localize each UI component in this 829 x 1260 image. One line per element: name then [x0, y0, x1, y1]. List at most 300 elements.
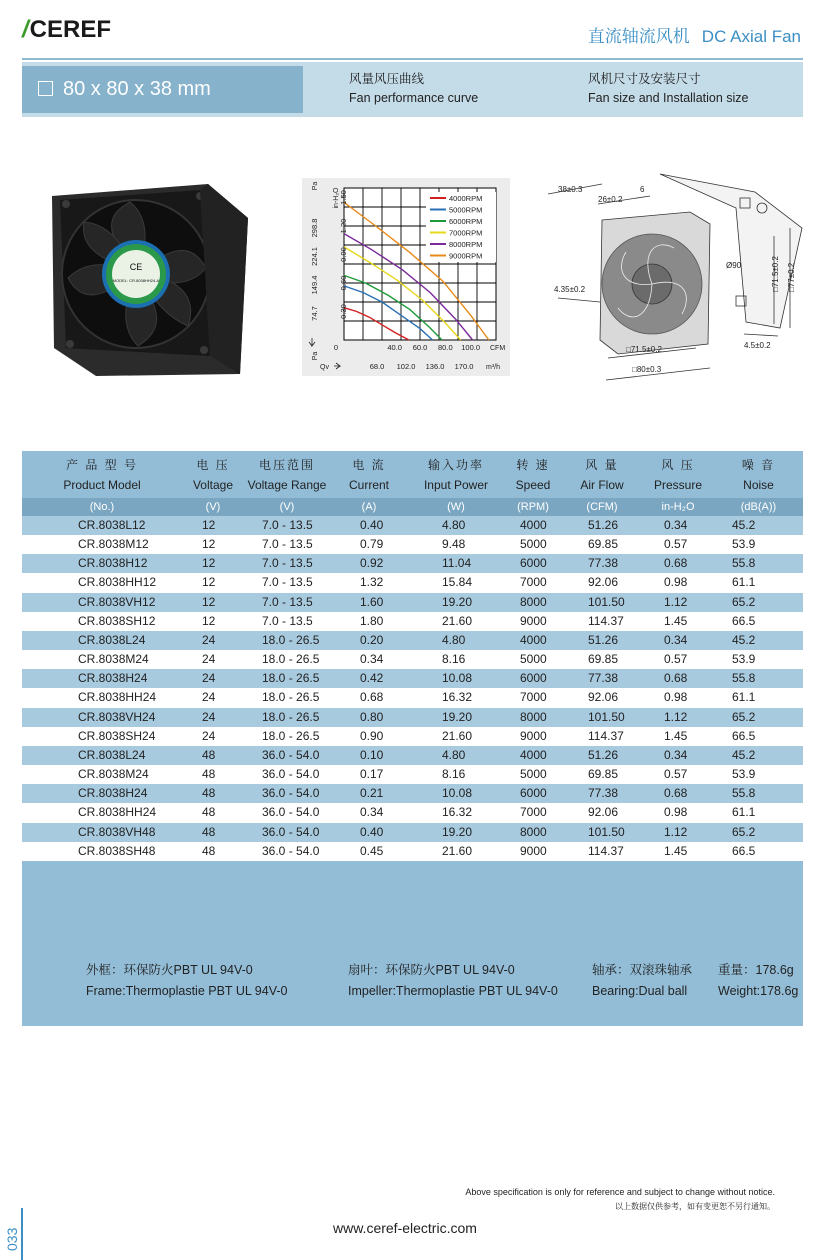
legend-item: 6000RPM: [449, 216, 483, 226]
table-cell: 0.80: [360, 709, 384, 724]
table-cell: 0.57: [664, 767, 688, 782]
table-units-row: [22, 498, 803, 516]
table-cell: 19.20: [442, 709, 473, 724]
table-cell: 12: [202, 575, 216, 590]
table-cell: 8.16: [442, 767, 466, 782]
table-cell: 1.60: [360, 594, 384, 609]
spec-impeller-en: Impeller:Thermoplastie PBT UL 94V-0: [348, 984, 558, 998]
table-cell: 6000: [520, 556, 547, 571]
table-cell: 19.20: [442, 824, 473, 839]
table-cell: 55.8: [732, 556, 756, 571]
spec-impeller: [348, 960, 558, 1002]
table-cell: 0.98: [664, 805, 688, 820]
table-cell: 4000: [520, 747, 547, 762]
column-header: [330, 457, 408, 494]
x-tick-label: 60.0: [412, 343, 428, 352]
table-cell: 18.0 - 26.5: [262, 671, 320, 686]
table-cell: 21.60: [442, 728, 473, 743]
table-cell: 45.2: [732, 632, 756, 647]
column-header-en: Pressure: [653, 478, 703, 492]
category-en: DC Axial Fan: [701, 27, 801, 46]
table-cell: 0.98: [664, 575, 688, 590]
table-row: [22, 573, 803, 592]
column-header-cn: 风 压: [661, 458, 695, 472]
table-cell: 8.16: [442, 652, 466, 667]
table-cell: 16.32: [442, 690, 473, 705]
table-cell: 9000: [520, 613, 547, 628]
m3h-tick-label: 68.0: [369, 362, 385, 371]
pa-axis-label: Pa: [312, 181, 319, 191]
table-cell: 36.0 - 54.0: [262, 747, 320, 762]
disclaimer-cn: 以上数据仅供参考，如有变更恕不另行通知。: [615, 1202, 775, 1211]
page-number: 033: [4, 1227, 20, 1251]
table-cell: 51.26: [588, 632, 619, 647]
table-cell: 55.8: [732, 671, 756, 686]
column-unit: (CFM): [586, 501, 618, 513]
table-cell: CR.8038M24: [78, 652, 149, 667]
table-cell: 0.40: [360, 518, 384, 532]
table-cell: 51.26: [588, 747, 619, 762]
dim-outer-h: □80±0.3: [632, 365, 662, 374]
table-cell: 7.0 - 13.5: [262, 613, 313, 628]
top-divider: [22, 58, 803, 60]
table-cell: 0.40: [360, 824, 384, 839]
y-tick-label: 1.20: [339, 218, 348, 234]
table-cell: 24: [202, 652, 216, 667]
table-cell: 48: [202, 824, 216, 839]
x-axis-label: CFM: [490, 345, 506, 352]
table-cell: 69.85: [588, 537, 619, 552]
table-cell: 24: [202, 690, 216, 705]
column-header: [244, 457, 330, 494]
column-header: [642, 457, 714, 494]
qv-arrow-icon: [334, 363, 340, 369]
table-cell: 92.06: [588, 690, 619, 705]
x-tick-label: 40.0: [387, 343, 402, 352]
table-cell: 77.38: [588, 671, 619, 686]
table-cell: CR.8038SH24: [78, 728, 156, 743]
table-cell: 77.38: [588, 786, 619, 801]
table-cell: 0.68: [664, 671, 688, 686]
y-tick-label: 1.50: [339, 190, 348, 205]
table-cell: 0.34: [664, 747, 688, 762]
table-cell: 1.45: [664, 613, 688, 628]
table-cell: 4000: [520, 632, 547, 647]
table-cell: 4000: [520, 518, 547, 532]
table-cell: 7.0 - 13.5: [262, 518, 313, 532]
table-cell: 24: [202, 671, 216, 686]
table-cell: 36.0 - 54.0: [262, 843, 320, 858]
table-row: [22, 650, 803, 669]
table-cell: 18.0 - 26.5: [262, 690, 320, 705]
column-header: [562, 457, 642, 494]
table-row: [22, 688, 803, 707]
table-cell: 65.2: [732, 824, 756, 839]
square-icon: [38, 81, 53, 96]
table-cell: 53.9: [732, 767, 756, 782]
install-heading-en: Fan size and Installation size: [588, 91, 749, 105]
table-cell: 1.12: [664, 709, 688, 724]
legend-item: 5000RPM: [449, 205, 483, 215]
dim-hole-offset: 4.5±0.2: [744, 341, 771, 350]
column-unit: (A): [361, 501, 377, 513]
dim-depth: 38±0.3: [558, 185, 583, 194]
table-cell: 0.34: [664, 518, 688, 532]
table-cell: 101.50: [588, 824, 625, 839]
table-cell: 9000: [520, 728, 547, 743]
table-cell: CR.8038L12: [78, 518, 146, 532]
column-header: [182, 457, 244, 494]
dimension-drawing: [540, 168, 810, 390]
table-cell: 65.2: [732, 594, 756, 609]
spec-bearing-cn: 轴承：双滚珠轴承: [592, 963, 693, 977]
table-cell: CR.8038H12: [78, 556, 148, 571]
table-cell: 69.85: [588, 767, 619, 782]
table-cell: 18.0 - 26.5: [262, 652, 320, 667]
table-row: [22, 554, 803, 573]
brand-name: CEREF: [29, 16, 112, 43]
curve-heading-en: Fan performance curve: [349, 91, 479, 105]
spec-weight-en: Weight:178.6g: [718, 984, 799, 998]
table-cell: 24: [202, 632, 216, 647]
column-header-en: Speed: [515, 478, 551, 492]
table-cell: 1.45: [664, 728, 688, 743]
table-cell: 48: [202, 843, 216, 858]
table-cell: 10.08: [442, 786, 473, 801]
size-title-box: [22, 66, 303, 113]
column-unit: in-H₂O: [661, 501, 695, 513]
install-heading: [588, 70, 749, 108]
table-cell: 66.5: [732, 613, 756, 628]
table-cell: 0.90: [360, 728, 384, 743]
pa-axis-label-bottom: Pa: [312, 351, 319, 361]
table-cell: 9.48: [442, 537, 466, 552]
table-cell: 0.68: [664, 556, 688, 571]
table-row: [22, 784, 803, 803]
chart-legend: [426, 192, 496, 262]
column-header-cn: 产 品 型 号: [65, 458, 138, 472]
table-row: [22, 842, 803, 861]
table-cell: 7.0 - 13.5: [262, 575, 313, 590]
table-row: [22, 803, 803, 822]
table-cell: 24: [202, 709, 216, 724]
table-row: [22, 765, 803, 784]
column-header-en: Voltage Range: [247, 478, 327, 492]
table-row: [22, 612, 803, 631]
table-cell: 45.2: [732, 518, 756, 532]
table-cell: 51.26: [588, 518, 619, 532]
table-cell: 12: [202, 518, 216, 532]
table-cell: 7.0 - 13.5: [262, 556, 313, 571]
m3h-tick-label: 136.0: [425, 362, 445, 371]
table-cell: 0.57: [664, 537, 688, 552]
table-cell: 5000: [520, 537, 547, 552]
table-cell: 5000: [520, 652, 547, 667]
dim-hole-pitch-h: □71.5±0.2: [626, 345, 662, 354]
column-header-en: Noise: [743, 478, 774, 492]
curve-heading: [349, 70, 478, 108]
table-row: [22, 727, 803, 746]
table-row: [22, 823, 803, 842]
table-cell: 0.34: [360, 805, 384, 820]
column-header-cn: 转 速: [516, 458, 550, 472]
spec-impeller-cn: 扇叶：环保防火PBT UL 94V-0: [348, 963, 515, 977]
table-cell: 8000: [520, 594, 547, 609]
table-cell: 48: [202, 786, 216, 801]
column-unit: (No.): [89, 501, 115, 513]
table-cell: 0.92: [360, 556, 384, 571]
table-cell: CR.8038VH48: [78, 824, 156, 839]
table-cell: CR.8038HH12: [78, 575, 157, 590]
table-cell: 12: [202, 537, 216, 552]
spec-weight-cn: 重量：178.6g: [718, 963, 794, 977]
pa-tick-label: 74.7: [310, 306, 319, 321]
table-cell: 6000: [520, 671, 547, 686]
table-cell: 45.2: [732, 747, 756, 762]
column-header-en: Input Power: [423, 478, 489, 492]
y-tick-label: 0.30: [339, 304, 348, 319]
legend-item: 4000RPM: [449, 193, 483, 203]
column-header-cn: 电 流: [352, 458, 386, 472]
table-cell: 12: [202, 556, 216, 571]
table-cell: 4.80: [442, 518, 466, 532]
table-cell: 9000: [520, 843, 547, 858]
y-axis-label: in-H₂O: [333, 187, 340, 209]
column-unit: (RPM): [517, 501, 549, 513]
table-cell: 36.0 - 54.0: [262, 786, 320, 801]
x-tick-label: 100.0: [461, 343, 481, 352]
table-cell: 0.20: [360, 632, 384, 647]
table-cell: CR.8038H24: [78, 671, 148, 686]
table-cell: 4.80: [442, 632, 466, 647]
m3h-tick-label: 170.0: [454, 362, 474, 371]
fan-label-ce: CE: [129, 262, 143, 272]
column-unit: (W): [447, 501, 465, 513]
table-cell: 77.38: [588, 556, 619, 571]
table-cell: 0.45: [360, 843, 384, 858]
curve-heading-cn: 风量风压曲线: [349, 72, 425, 86]
table-cell: 1.12: [664, 594, 688, 609]
column-header: [22, 457, 182, 494]
legend-item: 9000RPM: [449, 251, 483, 261]
category-title: [588, 22, 801, 47]
fan-photo: [40, 178, 260, 378]
pa-tick-label: 224.1: [310, 247, 319, 266]
table-cell: CR.8038SH12: [78, 613, 156, 628]
table-cell: CR.8038M12: [78, 537, 149, 552]
dim-hole-dia: 4.35±0.2: [554, 285, 586, 294]
website-link[interactable]: www.ceref-electric.com: [333, 1220, 477, 1236]
table-cell: 0.42: [360, 671, 384, 686]
table-cell: 48: [202, 747, 216, 762]
column-unit: (V): [205, 501, 221, 513]
column-header-en: Product Model: [63, 478, 141, 492]
spec-frame-en: Frame:Thermoplastie PBT UL 94V-0: [86, 984, 288, 998]
table-cell: 16.32: [442, 805, 473, 820]
table-cell: 0.34: [664, 632, 688, 647]
table-cell: 19.20: [442, 594, 473, 609]
table-cell: 0.21: [360, 786, 384, 801]
pa-arrow-icon: [309, 338, 315, 346]
table-cell: CR.8038L24: [78, 747, 146, 762]
pa-tick-label: 298.8: [310, 218, 319, 238]
table-cell: 101.50: [588, 594, 625, 609]
column-header: [408, 457, 504, 494]
table-cell: 48: [202, 767, 216, 782]
table-cell: 10.08: [442, 671, 473, 686]
y-tick-label: 0.60: [339, 275, 348, 291]
table-cell: 12: [202, 594, 216, 609]
table-cell: 18.0 - 26.5: [262, 728, 320, 743]
performance-chart-panel: [302, 178, 510, 376]
table-cell: 0.98: [664, 690, 688, 705]
qv-label: Qv: [320, 364, 329, 371]
table-row: [22, 535, 803, 554]
table-cell: 4.80: [442, 747, 466, 762]
table-cell: 7000: [520, 690, 547, 705]
table-cell: 18.0 - 26.5: [262, 709, 320, 724]
table-cell: 1.45: [664, 843, 688, 858]
performance-chart: [302, 178, 510, 376]
table-cell: 1.80: [360, 613, 384, 628]
table-cell: 114.37: [588, 613, 624, 628]
x-tick-label: 80.0: [438, 343, 453, 352]
table-cell: 0.68: [360, 690, 384, 705]
table-header: [22, 451, 803, 498]
table-row: [22, 516, 803, 535]
install-heading-cn: 风机尺寸及安装尺寸: [588, 72, 701, 86]
column-header: [504, 457, 562, 494]
table-cell: 53.9: [732, 652, 756, 667]
spec-frame: [86, 960, 287, 1002]
table-cell: 55.8: [732, 786, 756, 801]
table-cell: 61.1: [732, 575, 756, 590]
table-cell: 92.06: [588, 805, 619, 820]
table-cell: 36.0 - 54.0: [262, 824, 320, 839]
legend-item: 7000RPM: [449, 228, 483, 238]
table-cell: 1.32: [360, 575, 384, 590]
table-cell: 0.34: [360, 652, 384, 667]
x-tick-label: 0: [333, 343, 339, 352]
table-cell: CR.8038M24: [78, 767, 149, 782]
table-cell: 0.57: [664, 652, 688, 667]
table-cell: 12: [202, 613, 216, 628]
column-header-cn: 电 压: [196, 458, 230, 472]
y-tick-label: 0.90: [339, 247, 348, 262]
table-cell: 114.37: [588, 728, 624, 743]
table-cell: 7000: [520, 575, 547, 590]
table-cell: CR.8038HH24: [78, 805, 157, 820]
table-cell: 1.12: [664, 824, 688, 839]
dim-hub-depth: 26±0.2: [598, 195, 623, 204]
spec-frame-cn: 外框：环保防火PBT UL 94V-0: [86, 963, 253, 977]
table-cell: 24: [202, 728, 216, 743]
column-header-en: Voltage: [192, 478, 234, 492]
table-cell: 18.0 - 26.5: [262, 632, 320, 647]
size-title: 80 x 80 x 38 mm: [63, 78, 211, 100]
table-cell: 61.1: [732, 805, 756, 820]
column-unit: (V): [279, 501, 295, 513]
table-cell: 8000: [520, 824, 547, 839]
table-cell: CR.8038HH24: [78, 690, 157, 705]
column-header-en: Current: [348, 478, 389, 492]
m3h-tick-label: 102.0: [396, 362, 416, 371]
table-row: [22, 746, 803, 765]
table-cell: 66.5: [732, 843, 756, 858]
table-cell: 69.85: [588, 652, 619, 667]
spec-weight: [718, 960, 798, 1002]
table-cell: 101.50: [588, 709, 625, 724]
table-cell: 0.10: [360, 747, 384, 762]
table-cell: CR.8038H24: [78, 786, 148, 801]
dim-hole-pitch-v: □71.5±0.2: [771, 256, 780, 292]
fan-label-model: MODEL: CR.8038HH24-A: [112, 278, 160, 283]
dim-flange: 6: [640, 185, 645, 194]
column-header-en: Air Flow: [580, 478, 624, 492]
table-cell: 15.84: [442, 575, 473, 590]
table-row: [22, 708, 803, 727]
table-cell: 21.60: [442, 843, 473, 858]
table-cell: CR.8038VH24: [78, 709, 156, 724]
table-cell: CR.8038L24: [78, 632, 146, 647]
disclaimer-en: Above specification is only for reference and subject to change without notice.: [465, 1187, 775, 1197]
table-cell: 36.0 - 54.0: [262, 805, 320, 820]
table-cell: 8000: [520, 709, 547, 724]
m3h-axis-label: m³/h: [486, 364, 500, 371]
table-cell: 114.37: [588, 843, 624, 858]
column-unit: (dB(A)): [740, 501, 777, 513]
table-cell: 0.17: [360, 767, 384, 782]
column-header-cn: 风 量: [585, 458, 619, 472]
table-cell: 92.06: [588, 575, 619, 590]
table-cell: CR.8038VH12: [78, 594, 156, 609]
table-cell: 7000: [520, 805, 547, 820]
table-cell: 61.1: [732, 690, 756, 705]
table-cell: CR.8038SH48: [78, 843, 156, 858]
table-cell: 66.5: [732, 728, 756, 743]
table-cell: 36.0 - 54.0: [262, 767, 320, 782]
table-row: [22, 593, 803, 612]
table-cell: 7.0 - 13.5: [262, 537, 313, 552]
pa-tick-label: 149.4: [310, 275, 319, 295]
table-cell: 7.0 - 13.5: [262, 594, 313, 609]
table-cell: 0.68: [664, 786, 688, 801]
dim-diameter: Ø90: [726, 261, 742, 270]
column-header: [714, 457, 803, 494]
table-cell: 21.60: [442, 613, 473, 628]
table-row: [22, 669, 803, 688]
column-header-cn: 输入功率: [427, 458, 484, 472]
table-cell: 53.9: [732, 537, 756, 552]
category-cn: 直流轴流风机: [587, 27, 690, 46]
table-row: [22, 631, 803, 650]
table-cell: 5000: [520, 767, 547, 782]
spec-table-body: [22, 516, 803, 861]
spec-bearing-en: Bearing:Dual ball: [592, 984, 688, 998]
spec-bearing: [592, 960, 692, 1002]
page-number-box: [0, 1205, 22, 1260]
column-header-cn: 噪 音: [741, 458, 776, 472]
table-cell: 11.04: [442, 556, 472, 571]
column-header-cn: 电压范围: [258, 458, 315, 472]
brand-logo: /CEREF: [22, 16, 112, 43]
dim-outer-v: □77±0.2: [787, 262, 796, 292]
legend-item: 8000RPM: [449, 239, 483, 249]
table-cell: 0.79: [360, 537, 384, 552]
table-cell: 48: [202, 805, 216, 820]
table-cell: 65.2: [732, 709, 756, 724]
table-cell: 6000: [520, 786, 547, 801]
